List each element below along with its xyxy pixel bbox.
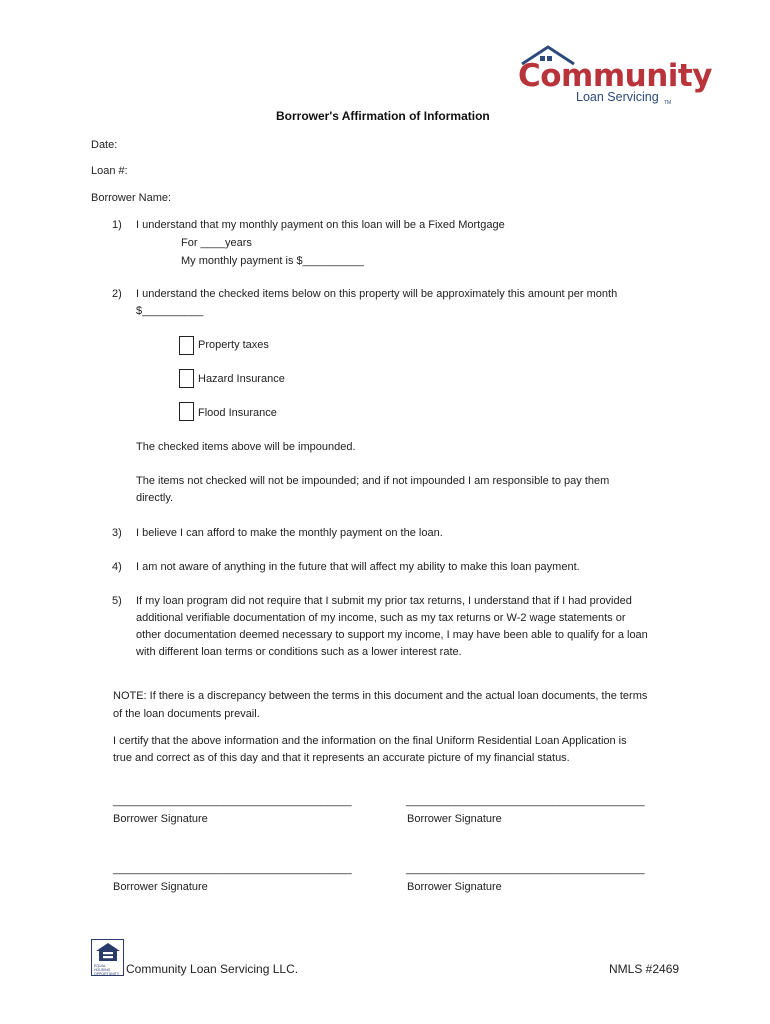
checked-items-note: The checked items above will be impounded. xyxy=(136,441,356,453)
equal-housing-logo xyxy=(91,939,124,976)
date-label: Date: xyxy=(91,139,118,151)
item-3-number: 3) xyxy=(112,527,122,539)
property-taxes-label: Property taxes xyxy=(198,339,269,351)
hazard-insurance-checkbox[interactable] xyxy=(179,369,194,388)
item-1-text: I understand that my monthly payment on this loan will be a Fixed Mortgage xyxy=(136,219,505,231)
signature-line[interactable]: _______________________________________ xyxy=(113,795,352,807)
document-title: Borrower's Affirmation of Information xyxy=(276,109,490,123)
flood-insurance-checkbox[interactable] xyxy=(179,402,194,421)
signature-line[interactable]: _______________________________________ xyxy=(406,795,645,807)
borrower-name-label: Borrower Name: xyxy=(91,192,172,204)
logo-trademark: TM xyxy=(664,100,672,106)
item-5-line-4: with different loan terms or conditions such as a lower interest rate. xyxy=(136,646,462,658)
item-1-number: 1) xyxy=(112,219,122,231)
logo-subtitle: Loan Servicing xyxy=(576,90,659,104)
company-logo xyxy=(518,44,712,110)
item-5-line-1: If my loan program did not require that I submit my prior tax returns, I understand that if I had provided xyxy=(136,595,632,607)
item-2-text: I understand the checked items below on this property will be approximately this amount per month xyxy=(136,288,618,300)
item-3-text: I believe I can afford to make the monthly payment on the loan. xyxy=(136,527,443,539)
footer-company-name: Community Loan Servicing LLC. xyxy=(126,962,299,976)
borrower-signature-label: Borrower Signature xyxy=(407,813,502,825)
flood-insurance-label: Flood Insurance xyxy=(198,407,277,419)
note-line-2: of the loan documents prevail. xyxy=(113,708,260,720)
property-taxes-checkbox[interactable] xyxy=(179,336,194,355)
item-2-number: 2) xyxy=(112,288,122,300)
unchecked-items-note-line-2: directly. xyxy=(136,492,174,504)
signature-line[interactable]: _______________________________________ xyxy=(406,863,645,875)
item-2-amount: $__________ xyxy=(136,305,204,317)
certify-line-2: true and correct as of this day and that it represents an accurate picture of my financial status. xyxy=(113,752,570,764)
item-5-number: 5) xyxy=(112,595,122,607)
footer-nmls-number: NMLS #2469 xyxy=(609,962,680,976)
item-5-line-2: additional verifiable documentation of my income, such as my tax returns or W-2 wage statements or xyxy=(136,612,626,624)
certify-line-1: I certify that the above information and the information on the final Uniform Residential Loan Application is xyxy=(113,735,627,747)
borrower-signature-label: Borrower Signature xyxy=(113,881,208,893)
loan-number-label: Loan #: xyxy=(91,165,128,177)
note-line-1: NOTE: If there is a discrepancy between the terms in this document and the actual loan documents, the terms xyxy=(113,690,648,702)
item-1-monthly-payment: My monthly payment is $__________ xyxy=(181,255,364,267)
equal-housing-house-icon xyxy=(95,942,121,962)
signature-line[interactable]: _______________________________________ xyxy=(113,863,352,875)
logo-wordmark: Community xyxy=(518,58,712,94)
borrower-signature-label: Borrower Signature xyxy=(113,813,208,825)
unchecked-items-note-line-1: The items not checked will not be impounded; and if not impounded I am responsible to pay them xyxy=(136,475,610,487)
hazard-insurance-label: Hazard Insurance xyxy=(198,373,285,385)
item-4-number: 4) xyxy=(112,561,122,573)
equal-housing-text: EQUAL HOUSING OPPORTUNITY xyxy=(94,964,120,976)
item-4-text: I am not aware of anything in the future that will affect my ability to make this loan payment. xyxy=(136,561,580,573)
item-5-line-3: other documentation deemed necessary to support my income, I may have been able to qualify for a loan xyxy=(136,629,648,641)
borrower-signature-label: Borrower Signature xyxy=(407,881,502,893)
item-1-term-years: For ____years xyxy=(181,237,252,249)
